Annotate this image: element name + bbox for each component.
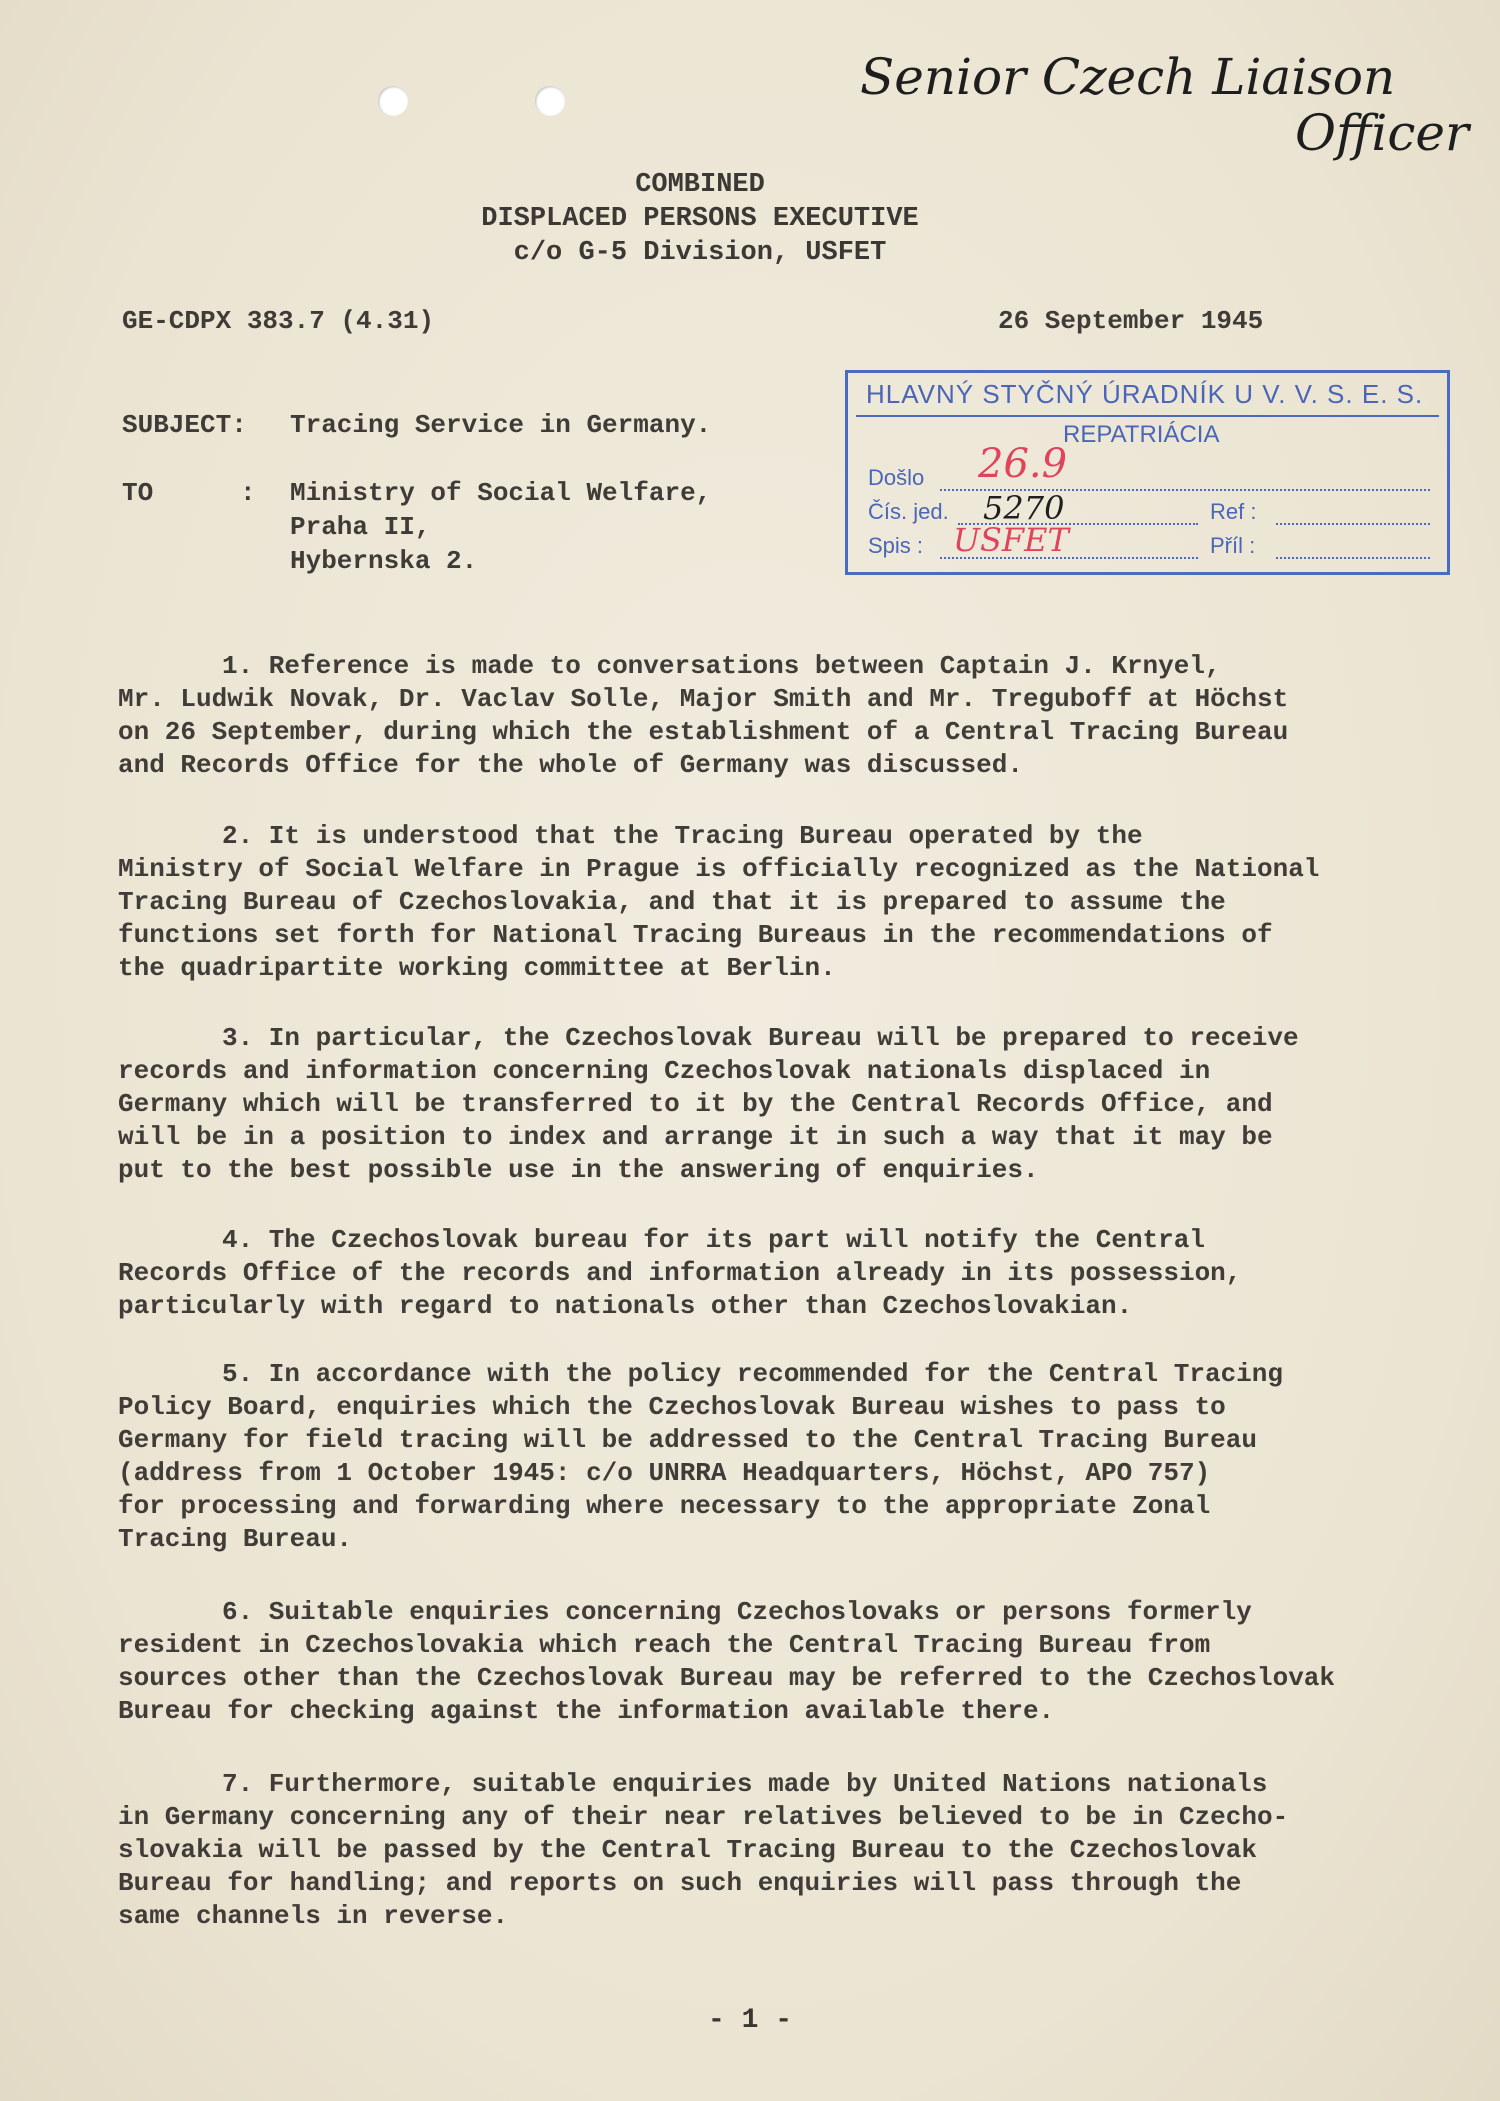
stamp-cis-value: 5270	[983, 489, 1065, 527]
paragraph-line: functions set forth for National Tracing Bureaus in the recommendations of	[118, 920, 1273, 950]
paragraph-3	[118, 1022, 1418, 1187]
paragraph-line: Mr. Ludwik Novak, Dr. Vaclav Solle, Major Smith and Mr. Treguboff at Höchst	[118, 684, 1289, 714]
stamp-dotted-line	[1276, 523, 1430, 525]
stamp-ref-label: Ref :	[1210, 499, 1257, 524]
stamp-spis-label: Spis :	[868, 533, 924, 558]
paragraph-7	[118, 1768, 1418, 1933]
handwritten-annotation-line1: Senior Czech Liaison	[860, 48, 1396, 106]
punch-hole	[378, 86, 408, 116]
paragraph-line: records and information concerning Czechoslovak nationals displaced in	[118, 1056, 1211, 1086]
paragraph-line: 3. In particular, the Czechoslovak Bureau will be prepared to receive	[222, 1023, 1299, 1053]
paragraph-line: 1. Reference is made to conversations between Captain J. Krnyel,	[222, 651, 1221, 681]
paragraph-line: will be in a position to index and arrange it in such a way that it may be	[118, 1122, 1273, 1152]
paragraph-line: and Records Office for the whole of Germany was discussed.	[118, 750, 1023, 780]
subject-label: SUBJECT:	[122, 410, 247, 440]
paragraph-line: Records Office of the records and information already in its possession,	[118, 1258, 1242, 1288]
paragraph-line: Bureau for handling; and reports on such enquiries will pass through the	[118, 1868, 1242, 1898]
paragraph-line: slovakia will be passed by the Central Tracing Bureau to the Czechoslovak	[118, 1835, 1257, 1865]
paragraph-line: 2. It is understood that the Tracing Bureau operated by the	[222, 821, 1143, 851]
stamp-dotted-line	[1276, 557, 1430, 559]
paragraph-line: particularly with regard to nationals other than Czechoslovakian.	[118, 1291, 1133, 1321]
stamp-pril-label: Příl :	[1210, 533, 1256, 558]
paragraph-line: sources other than the Czechoslovak Bureau may be referred to the Czechoslovak	[118, 1663, 1335, 1693]
paragraph-line: Policy Board, enquiries which the Czechoslovak Bureau wishes to pass to	[118, 1392, 1226, 1422]
paragraph-5	[118, 1358, 1418, 1556]
paragraph-line: (address from 1 October 1945: c/o UNRRA Headquarters, Höchst, APO 757)	[118, 1458, 1211, 1488]
punch-hole	[535, 86, 565, 116]
to-address-line: Ministry of Social Welfare,	[290, 478, 712, 508]
paragraph-6	[118, 1596, 1418, 1728]
paragraph-line: Germany which will be transferred to it by the Central Records Office, and	[118, 1089, 1273, 1119]
paragraph-line: in Germany concerning any of their near relatives believed to be in Czecho-	[118, 1802, 1289, 1832]
reference-number: GE-CDPX 383.7 (4.31)	[122, 306, 435, 336]
paragraph-line: Tracing Bureau.	[118, 1524, 353, 1554]
paragraph-1	[118, 650, 1418, 782]
paragraph-line: on 26 September, during which the establishment of a Central Tracing Bureau	[118, 717, 1289, 747]
paragraph-line: 4. The Czechoslovak bureau for its part will notify the Central	[222, 1225, 1205, 1255]
handwritten-annotation-line2: Officer	[1295, 104, 1469, 162]
paragraph-line: Tracing Bureau of Czechoslovakia, and that it is prepared to assume the	[118, 887, 1226, 917]
to-colon: :	[240, 478, 256, 508]
subject-text: Tracing Service in Germany.	[290, 410, 712, 440]
paragraph-line: Bureau for checking against the information available there.	[118, 1696, 1055, 1726]
page-number: - 1 -	[707, 2005, 792, 2036]
paragraph-line: 6. Suitable enquiries concerning Czechoslovaks or persons formerly	[222, 1597, 1252, 1627]
paragraph-line: the quadripartite working committee at Berlin.	[118, 953, 836, 983]
paragraph-line: for processing and forwarding where necessary to the appropriate Zonal	[118, 1491, 1211, 1521]
letter-date: 26 September 1945	[998, 306, 1264, 336]
paragraph-line: 7. Furthermore, suitable enquiries made by United Nations nationals	[222, 1769, 1268, 1799]
received-stamp	[845, 370, 1450, 575]
stamp-cis-label: Čís. jed.	[868, 499, 949, 524]
header-line-combined: COMBINED	[635, 170, 765, 200]
stamp-divider	[856, 415, 1439, 417]
paragraph-line: same channels in reverse.	[118, 1901, 509, 1931]
paragraph-line: resident in Czechoslovakia which reach the Central Tracing Bureau from	[118, 1630, 1211, 1660]
stamp-title: HLAVNÝ STYČNÝ ÚRADNÍK U V. V. S. E. S.	[866, 379, 1424, 409]
paragraph-line: Germany for field tracing will be addressed to the Central Tracing Bureau	[118, 1425, 1257, 1455]
to-address-line: Hybernska 2.	[290, 546, 478, 576]
stamp-subtitle: REPATRIÁCIA	[1063, 421, 1220, 448]
paragraph-2	[118, 820, 1418, 985]
paragraph-line: Ministry of Social Welfare in Prague is officially recognized as the National	[118, 854, 1320, 884]
paragraph-line: put to the best possible use in the answering of enquiries.	[118, 1155, 1039, 1185]
to-label: TO	[122, 478, 154, 508]
to-address-line: Praha II,	[290, 512, 431, 542]
stamp-doslo-label: Došlo	[868, 465, 925, 490]
header-line-division: c/o G-5 Division, USFET	[513, 238, 887, 268]
paragraph-line: 5. In accordance with the policy recommended for the Central Tracing	[222, 1359, 1283, 1389]
stamp-spis-value: USFET	[953, 521, 1069, 559]
paragraph-4	[118, 1224, 1418, 1323]
stamp-doslo-value: 26.9	[978, 441, 1068, 487]
header-line-dpe: DISPLACED PERSONS EXECUTIVE	[481, 204, 919, 234]
